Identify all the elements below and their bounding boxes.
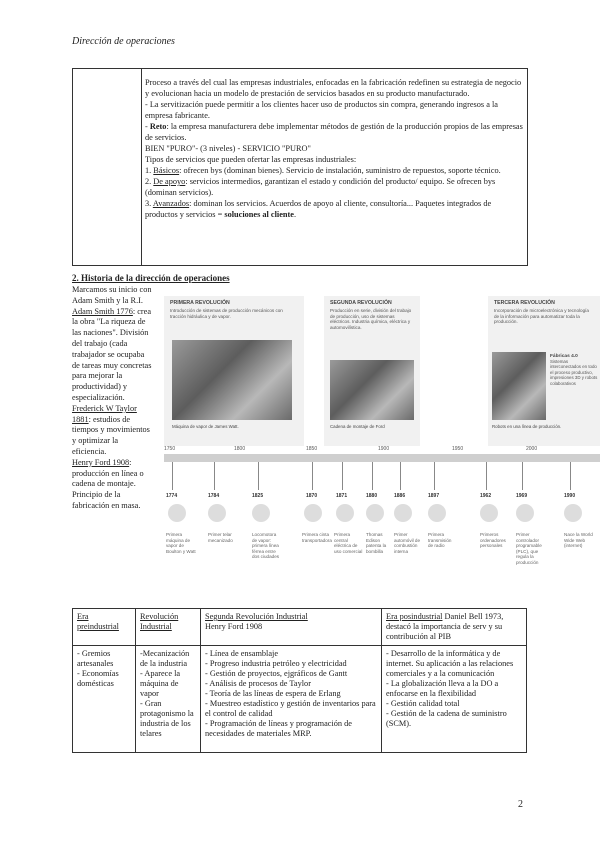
definition-box	[72, 68, 528, 266]
event-text: Primera central eléctrica de uso comercial	[334, 532, 363, 554]
event-year: 1990	[564, 493, 576, 499]
event-text: Primer telar mecanizado	[208, 532, 233, 543]
header-label: Era posindustrial	[386, 612, 443, 621]
number: 1.	[145, 166, 154, 175]
timeline-tick: 1900	[378, 446, 390, 452]
timeline-tick: 2000	[526, 446, 538, 452]
radio-icon	[428, 504, 446, 522]
event-text: Primeros ordenadores personales	[480, 532, 506, 549]
event-year: 1969	[516, 493, 528, 499]
event-year: 1871	[336, 493, 348, 499]
history-text	[72, 285, 154, 512]
panel-title: TERCERA REVOLUCIÓN	[494, 300, 555, 306]
paragraph	[72, 404, 154, 458]
car-icon	[394, 504, 412, 522]
event-text: Nace la World Wide Web (internet)	[564, 532, 593, 549]
event-connector	[172, 462, 173, 490]
loom-icon	[208, 504, 226, 522]
table-cell: - Desarrollo de la informática y de internet. Su aplicación a las relaciones comerciales y a la comunicación - La globalización lleva a la DO a enfocarse en la flexibilidad - Gestión calidad total - Gestión de la cadena de suministro (SCM).	[382, 646, 527, 753]
event-text: Primera máquina de vapor de Boulton y Watt	[166, 532, 196, 554]
header-label: Revolución Industrial	[140, 612, 179, 631]
event-year: 1962	[480, 493, 492, 499]
paragraph	[145, 198, 523, 220]
underlined-label: De apoyo	[153, 177, 186, 186]
event-connector	[312, 462, 313, 490]
lightning-icon	[336, 504, 354, 522]
steam-engine-icon	[168, 504, 186, 522]
panel-caption: Máquina de vapor de James Watt.	[172, 424, 239, 429]
event-connector	[214, 462, 215, 490]
timeline-tick: 1950	[452, 446, 464, 452]
definition-box-left-cell	[73, 69, 142, 265]
underlined-label: Adam Smith 1776	[72, 306, 133, 316]
panel-description: Incorporación de microelectrónica y tecnología de la información para automatizar toda la producción.	[494, 308, 589, 325]
event-year: 1784	[208, 493, 220, 499]
at-sign-icon	[564, 504, 582, 522]
paragraph	[145, 176, 523, 198]
event-year: 1897	[428, 493, 440, 499]
section-title: 2. Historia de la dirección de operaciones	[72, 273, 230, 283]
factory-40-title: Fábricas 4.0	[550, 354, 578, 359]
event-connector	[434, 462, 435, 490]
paragraph	[72, 307, 154, 404]
panel-caption: Cadena de montaje de Ford	[330, 424, 385, 429]
conveyor-icon	[304, 504, 322, 522]
paragraph: - Reto: la empresa manufacturera debe implementar métodos de gestión de la producción propios de las empresas de servicios.	[145, 122, 523, 142]
paragraph: Tipos de servicios que pueden ofertar las empresas industriales:	[145, 155, 357, 164]
bold-label: Reto	[149, 122, 167, 131]
panel-caption: Robots en una línea de producción.	[492, 424, 562, 429]
paragraph: BIEN "PURO"- (3 niveles) - SERVICIO "PURO"	[145, 144, 311, 153]
table-header-cell	[136, 609, 201, 646]
paragraph	[72, 458, 154, 512]
text: : producción en línea o cadena de montaje. Principio de la fabricación en masa.	[72, 457, 144, 510]
lightbulb-icon	[366, 504, 384, 522]
text: .	[293, 210, 297, 219]
panel-title: SEGUNDA REVOLUCIÓN	[330, 300, 392, 306]
panel-third-revolution	[488, 296, 600, 446]
timeline-tick: 1850	[306, 446, 318, 452]
event-text: Primer controlador programable (PLC), que regula la producción	[516, 532, 542, 565]
definition-content	[145, 77, 523, 220]
underlined-label: Henry Ford 1908	[72, 457, 130, 467]
event-text: Primera cinta transportadora	[302, 532, 332, 543]
number: 3.	[145, 199, 153, 208]
table-cell: -Mecanización de la industria - Aparece la máquina de vapor - Gran protagonismo la industria de los telares	[136, 646, 201, 753]
factory-40-text: Sistemas interconectados en todo el proceso productivo, impresiones 3D y robots colaborativos	[550, 359, 598, 386]
text: : estudios de tiempos y movimientos y optimizar la eficiencia.	[72, 414, 150, 456]
underlined-label: Frederick W Taylor 1881	[72, 403, 137, 424]
locomotive-icon	[252, 504, 270, 522]
event-text: Primera transmisión de radio	[428, 532, 452, 549]
bold-text: soluciones al cliente	[224, 210, 294, 219]
underlined-label: Avanzados	[152, 199, 190, 208]
event-connector	[570, 462, 571, 490]
event-year: 1880	[366, 493, 378, 499]
text: : la empresa manufacturera debe implementar métodos de gestión de la producción propios de las empresas de servicios.	[145, 122, 523, 142]
page-header: Dirección de operaciones	[72, 36, 175, 47]
timeline-bar	[164, 454, 600, 462]
computer-icon	[480, 504, 498, 522]
paragraph: Proceso a través del cual las empresas industriales, enfocadas en la fabricación redefinen su estrategia de negocio y evolucionan hacia un modelo de prestación de servicios basados en su producto manufacturado.	[145, 78, 522, 98]
event-text: Locomotora de vapor: primera línea férrea entre dos ciudades	[252, 532, 280, 560]
panel-description: Introducción de sistemas de producción mecánicos con tracción hidráulica y de vapor.	[170, 308, 283, 319]
plc-icon	[516, 504, 534, 522]
timeline-tick: 1800	[234, 446, 246, 452]
event-year: 1825	[252, 493, 264, 499]
eras-table	[72, 608, 527, 753]
header-label: Segunda Revolución Industrial	[205, 612, 308, 621]
paragraph: - La servitización puede permitir a los clientes hacer uso de productos sin compra, generando ingresos a la empresa fabricante.	[145, 100, 498, 120]
text: : servicios intermedios, garantizan el estado y condición del producto/ equipo. Se ofrecen bys (dominan servicios).	[145, 177, 496, 197]
panel-description: Producción en serie, división del trabajo de producción, uso de sistemas eléctricos. Industria química, eléctrica y automovilística.	[330, 308, 412, 330]
event-year: 1886	[394, 493, 406, 499]
event-connector	[372, 462, 373, 490]
event-text: Thomas Edison patenta la bombilla	[366, 532, 387, 554]
robots-image	[492, 352, 546, 420]
table-header-cell	[201, 609, 382, 646]
header-extra: Daniel Bell 1973, destacó la importancia de serv y su contribución al PIB	[386, 612, 504, 641]
assembly-line-image	[330, 360, 414, 420]
page-number: 2	[518, 799, 523, 810]
table-row	[73, 646, 527, 753]
text: : ofrecen bys (dominan bienes). Servicio de instalación, suministro de repuestos, soporte técnico.	[179, 166, 501, 175]
event-connector	[400, 462, 401, 490]
event-year: 1870	[306, 493, 318, 499]
header-extra: Henry Ford 1908	[205, 622, 263, 631]
timeline-tick: 1750	[164, 446, 176, 452]
table-header-cell	[73, 609, 136, 646]
factory-40-note	[550, 354, 598, 386]
industrial-revolutions-figure	[164, 296, 600, 590]
text: : dominan los servicios. Acuerdos de apoyo al cliente, consultoría... Paquetes integrados de productos y servicios =	[145, 199, 492, 219]
steam-engine-image	[172, 340, 292, 420]
table-header-row	[73, 609, 527, 646]
header-label: Era preindustrial	[77, 612, 119, 631]
event-connector	[486, 462, 487, 490]
panel-title: PRIMERA REVOLUCIÓN	[170, 300, 230, 306]
text: : crea la obra "La riqueza de las naciones". División del trabajo (cada trabajador se ocupaba de tareas muy concretas para mejorar la productividad) y especialización.	[72, 306, 152, 402]
underlined-label: Básicos	[153, 166, 180, 175]
number: 2.	[145, 177, 154, 186]
event-year: 1774	[166, 493, 178, 499]
event-connector	[342, 462, 343, 490]
table-cell: - Línea de ensamblaje - Progreso industria petróleo y electricidad - Gestión de proyectos, ejgráficos de Gantt - Análisis de procesos de Taylor - Teoría de las líneas de espera de Erlang - Muestreo estadístico y gestión de inventarios para el control de calidad - Programación de líneas y programación de necesidades de materiales MRP.	[201, 646, 382, 753]
event-connector	[522, 462, 523, 490]
table-header-cell	[382, 609, 527, 646]
paragraph	[145, 165, 523, 176]
table-cell: - Gremios artesanales - Economías domésticas	[73, 646, 136, 753]
panel-first-revolution	[164, 296, 304, 446]
panel-second-revolution	[324, 296, 420, 446]
paragraph: Marcamos su inicio con Adam Smith y la R.I.	[72, 285, 152, 305]
event-connector	[258, 462, 259, 490]
event-text: Primer automóvil de combustión interna	[394, 532, 421, 554]
